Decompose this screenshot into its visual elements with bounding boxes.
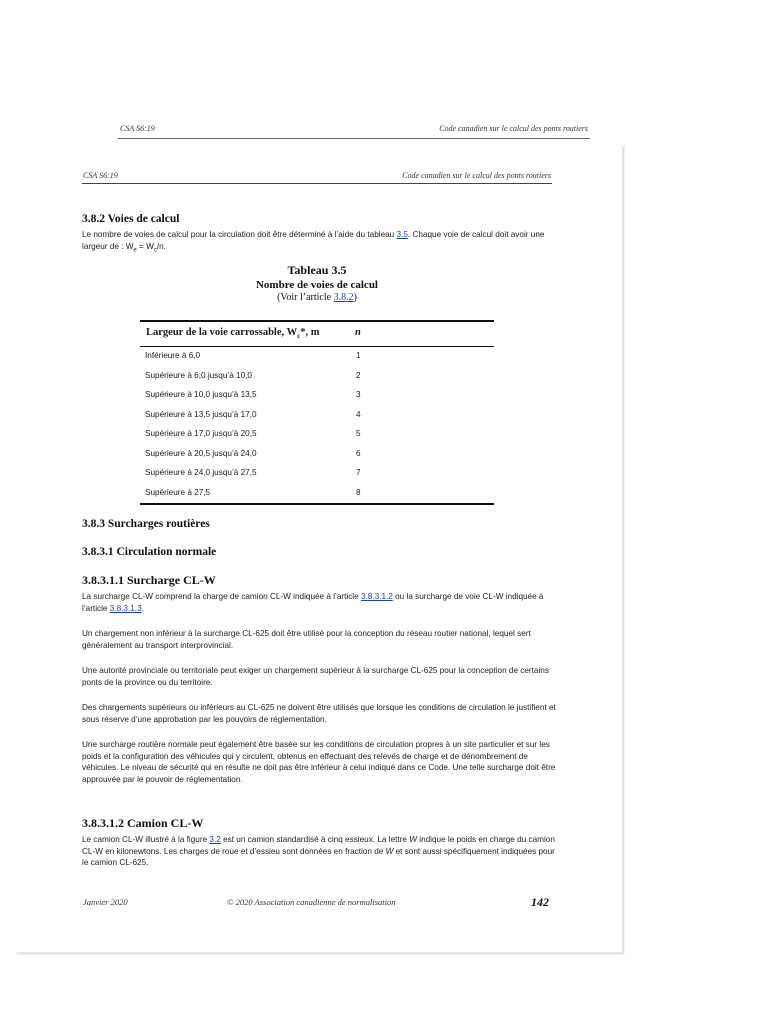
table-row [140, 367, 494, 387]
paragraph-provincial-authority: Une autorité provinciale ou territoriale peut exiger un chargement supérieur à la surcharge CL-625 pour la conception de certains ponts de la province ou du territoire. [82, 666, 549, 687]
lanes-table [140, 320, 494, 505]
section-paragraph: Le nombre de voies de calcul pour la circulation doit être déterminé à l’aide du tableau 3.5. Chaque voie de calcul doit avoir une largeur de : $W_e = W_c/n$. [82, 230, 545, 254]
section-heading-3-8-3-1: 3.8.3.1 Circulation normale [82, 546, 217, 558]
background-header-left: CSA S6:19 [120, 124, 155, 133]
cell-n: 4 [356, 409, 361, 419]
table-header-row [140, 322, 494, 347]
table-row [140, 347, 494, 367]
table-bottom-rule [140, 503, 494, 505]
cell-width: Supérieure à 24,0 jusqu’à 27,5 [145, 468, 257, 477]
cell-width: Supérieure à 17,0 jusqu’à 20,5 [145, 429, 257, 438]
background-page-header [118, 124, 590, 139]
table-link[interactable]: 3.5 [396, 230, 408, 239]
cell-n: 7 [356, 468, 361, 477]
paragraph-surcharge-definition: La surcharge CL-W comprend la charge de camion CL-W indiquée à l’article 3.8.3.1.2 ou la surcharge de voie CL-W indiquée à l’article 3.8.3.1.3. [82, 592, 544, 613]
cell-width: Supérieure à 13,5 jusqu’à 17,0 [145, 409, 257, 419]
page-header [82, 170, 552, 184]
footer-date: Janvier 2020 [83, 897, 128, 907]
column-header-n: n [355, 327, 361, 338]
table-row [140, 386, 494, 406]
cell-n: 5 [356, 429, 361, 438]
article-link[interactable]: 3.8.3.1.3 [109, 603, 142, 613]
column-header-width: Largeur de la voie carrossable, $W_c*$, m [146, 327, 320, 341]
cell-n: 1 [356, 351, 361, 360]
background-header-right: Code canadien sur le calcul des ponts routiers [439, 124, 588, 133]
cell-n: 3 [356, 390, 361, 399]
page-number: 142 [531, 895, 549, 909]
header-title: Code canadien sur le calcul des ponts routiers [402, 171, 551, 180]
table-row [140, 445, 494, 465]
paragraph-cl-w-truck: Le camion CL-W illustré à la figure 3.2 est un camion standardisé à cinq essieux. La lettre W indique le poids en charge du camion CL-W en kilonewtons. Les charges de roue et d’essieu sont données en fraction de W et sont aussi spécifiquement indiquées pour le camion CL-625. [82, 835, 555, 867]
page-footer [82, 895, 552, 911]
table-row [140, 484, 494, 504]
paragraph-national-network: Un chargement non inférieur à la surcharge CL-625 doit être utilisé pour la conception du réseau routier national, lequel sert généralement au transport interprovincial. [82, 629, 531, 650]
table-body [140, 347, 494, 503]
table-caption [150, 263, 484, 303]
article-link[interactable]: 3.8.3.1.2 [360, 592, 393, 601]
table-row [140, 425, 494, 445]
cell-width: Supérieure à 10,0 jusqu’à 13,5 [145, 390, 257, 399]
cell-n: 8 [356, 487, 361, 497]
table-reference: (Voir l’article 3.8.2) [277, 292, 357, 303]
table-title: Tableau 3.5 [287, 263, 347, 277]
figure-link[interactable]: 3.2 [209, 835, 221, 844]
paragraph-other-loads: Des chargements supérieurs ou inférieurs au CL-625 ne doivent être utilisés que lorsque les conditions de circulation le justifient et sous réserve d’une approbation par les pouvoirs de réglementation. [82, 703, 556, 724]
section-heading-3-8-3: 3.8.3 Surcharges routières [82, 518, 210, 530]
table-subtitle: Nombre de voies de calcul [255, 279, 378, 291]
footer-copyright: © 2020 Association canadienne de normalisation [227, 897, 396, 907]
cell-n: 2 [356, 370, 361, 380]
cell-width: Supérieure à 6,0 jusqu’à 10,0 [145, 370, 252, 380]
section-heading-3-8-2: 3.8.2 Voies de calcul [82, 213, 180, 225]
table-row [140, 464, 494, 484]
section-heading-3-8-3-1-1: 3.8.3.1.1 Surcharge CL-W [82, 573, 216, 587]
header-standard-id: CSA S6:19 [83, 171, 118, 180]
paragraph-site-specific-loading: Une surcharge routière normale peut également être basée sur les conditions de circulation propres à un site particulier et sur les poids et la configuration des véhicules qui y circulent, obtenus en effectuant des relevés de charge et de dénombrement de véhicules. Le niveau de sécurité qui en résulte ne doit pas être inférieur à celui indiqué dans ce Code. Une telle surcharge doit être approuvée par le pouvoir de réglementation. [82, 740, 556, 784]
table-row [140, 406, 494, 426]
cell-width: Inférieure à 6,0 [145, 351, 201, 360]
cell-n: 6 [356, 448, 361, 458]
article-link[interactable]: 3.8.2 [333, 292, 354, 303]
cell-width: Supérieure à 27,5 [145, 487, 211, 497]
section-heading-3-8-3-1-2: 3.8.3.1.2 Camion CL-W [82, 816, 204, 830]
cell-width: Supérieure à 20,5 jusqu’à 24,0 [145, 448, 257, 458]
